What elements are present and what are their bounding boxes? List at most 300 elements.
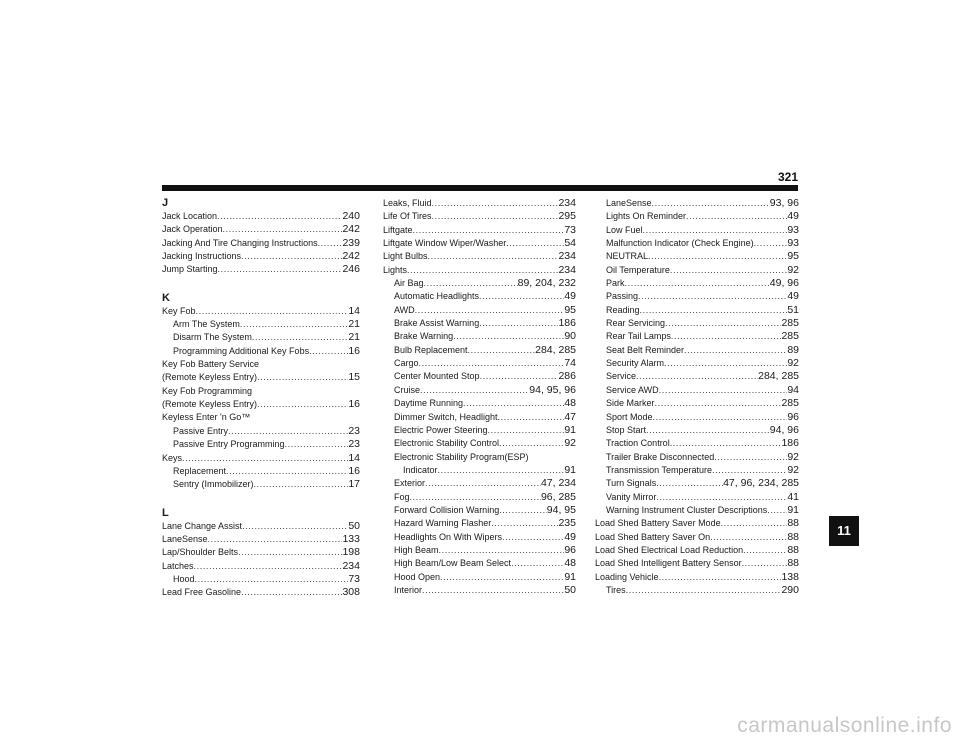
index-term: Automatic Headlights (394, 291, 480, 302)
index-entry[interactable] (595, 370, 799, 383)
index-page-refs[interactable]: 240 (342, 210, 360, 222)
dot-leader (252, 331, 348, 344)
index-entry[interactable] (595, 290, 799, 303)
dot-leader (511, 557, 564, 570)
index-page-refs[interactable]: 286 (558, 370, 576, 383)
dot-leader (488, 424, 565, 437)
dot-leader (671, 330, 782, 343)
dot-leader (440, 571, 564, 584)
dot-leader (499, 504, 547, 517)
index-page-refs[interactable]: 49 (787, 290, 799, 303)
index-entry[interactable] (383, 290, 576, 303)
index-page-refs[interactable]: 95 (787, 250, 799, 263)
index-entry[interactable] (383, 224, 576, 237)
index-page-refs[interactable]: 234 (558, 263, 576, 276)
dot-leader (643, 224, 788, 237)
dot-leader (684, 344, 787, 357)
index-entry[interactable] (383, 571, 576, 584)
index-entry[interactable] (383, 277, 576, 290)
index-page-refs[interactable]: 49 (787, 210, 799, 223)
dot-leader (742, 557, 788, 570)
index-letter-heading: K (162, 291, 170, 304)
dot-leader (419, 357, 565, 370)
index-entry[interactable] (595, 330, 799, 343)
index-page-refs[interactable]: 48 (564, 397, 576, 410)
index-term: Cargo (394, 358, 419, 369)
index-page-refs[interactable]: 93 (787, 223, 799, 236)
index-page-refs[interactable]: 47, 234 (540, 477, 576, 490)
index-term: Malfunction Indicator (Check Engine) (606, 238, 754, 249)
index-page-refs[interactable]: 285 (781, 330, 799, 343)
dot-leader (415, 304, 565, 317)
dot-leader (228, 425, 348, 438)
index-entry[interactable] (162, 520, 360, 533)
index-page-refs[interactable]: 186 (558, 317, 576, 330)
dot-leader (686, 210, 787, 223)
index-term: Life Of Tires (383, 211, 432, 222)
index-term: Rear Servicing (606, 318, 666, 329)
dot-leader (422, 584, 564, 597)
dot-leader (241, 250, 342, 263)
index-entry[interactable] (595, 411, 799, 424)
index-term: Forward Collision Warning (394, 504, 500, 515)
index-entry[interactable] (162, 250, 360, 263)
index-page-refs[interactable]: 290 (781, 583, 799, 596)
index-term: Liftgate Window Wiper/Washer (383, 238, 507, 249)
index-term: Jacking And Tire Changing Instructions (162, 237, 318, 248)
index-page-refs[interactable]: 49, 96 (769, 277, 799, 290)
index-term: AWD (394, 304, 415, 315)
index-entry[interactable] (383, 437, 576, 450)
index-entry[interactable] (383, 544, 576, 557)
index-entry[interactable] (162, 425, 360, 438)
index-page-refs[interactable]: 186 (781, 437, 799, 450)
dot-leader (626, 584, 782, 597)
index-entry[interactable] (595, 424, 799, 437)
index-page-refs[interactable]: 23 (348, 424, 360, 437)
index-page-refs[interactable]: 133 (342, 532, 360, 545)
dot-leader (636, 370, 758, 383)
index-column-2 (383, 197, 576, 597)
dot-leader (646, 424, 770, 437)
index-term: Trailer Brake Disconnected (606, 451, 715, 462)
index-page-refs[interactable]: 284, 285 (758, 370, 799, 383)
index-page-refs[interactable]: 54 (564, 237, 576, 250)
index-group (383, 197, 576, 597)
dot-leader (670, 264, 787, 277)
index-entry[interactable] (595, 250, 799, 263)
index-page-refs[interactable]: 47, 96, 234, 285 (723, 477, 799, 490)
dot-leader (194, 560, 343, 573)
index-term: Stop Start (606, 424, 647, 435)
dot-leader (463, 397, 564, 410)
index-entry[interactable] (162, 223, 360, 236)
index-term: Replacement (173, 465, 227, 476)
index-entry[interactable] (383, 557, 576, 570)
index-page-refs[interactable]: 41 (787, 490, 799, 503)
index-term: Cruise (394, 384, 421, 395)
index-page-refs[interactable]: 96 (564, 543, 576, 556)
index-term: Disarm The System (173, 332, 252, 343)
index-term: Lap/Shoulder Belts (162, 547, 239, 558)
index-page-refs[interactable]: 16 (348, 398, 360, 411)
index-page-refs[interactable]: 198 (342, 546, 360, 559)
index-entry[interactable] (383, 504, 576, 517)
dot-leader (479, 290, 564, 303)
index-page-refs[interactable]: 94, 95, 96 (529, 383, 576, 396)
index-page-refs[interactable]: 88 (787, 543, 799, 556)
index-term: Loading Vehicle (595, 571, 659, 582)
index-page-refs[interactable]: 94 (787, 383, 799, 396)
dot-leader (218, 263, 343, 276)
index-page-refs[interactable]: 51 (787, 303, 799, 316)
index-entry[interactable] (595, 277, 799, 290)
index-term: Reading (606, 304, 640, 315)
index-entry[interactable] (162, 533, 360, 546)
dot-leader (638, 290, 787, 303)
index-entry[interactable] (595, 397, 799, 410)
index-entry[interactable] (383, 370, 576, 383)
dot-leader (656, 491, 787, 504)
index-page-refs[interactable]: 50 (348, 519, 360, 532)
index-page-refs[interactable]: 93 (787, 237, 799, 250)
index-page-refs[interactable]: 17 (348, 478, 360, 491)
index-entry[interactable] (595, 531, 799, 544)
index-page-refs[interactable]: 235 (558, 517, 576, 530)
index-page-refs[interactable]: 88 (787, 530, 799, 543)
index-page-refs[interactable]: 94, 95 (546, 503, 576, 516)
index-term: Rear Tail Lamps (606, 331, 671, 342)
index-term: Bulb Replacement (394, 344, 468, 355)
index-page-refs[interactable]: 246 (342, 263, 360, 276)
index-term: Keys (162, 452, 183, 463)
index-entry[interactable] (383, 250, 576, 263)
index-entry[interactable] (595, 264, 799, 277)
index-term: Passing (606, 291, 639, 302)
index-entry[interactable] (595, 491, 799, 504)
index-entry[interactable] (595, 544, 799, 557)
index-entry[interactable] (162, 411, 360, 424)
index-term: Dimmer Switch, Headlight (394, 411, 498, 422)
index-entry[interactable] (595, 571, 799, 584)
index-term: Load Shed Intelligent Battery Sensor (595, 558, 742, 569)
index-term: Brake Warning (394, 331, 454, 342)
index-term: Exterior (394, 478, 426, 489)
index-entry[interactable] (162, 331, 360, 344)
index-page-refs[interactable]: 89 (787, 343, 799, 356)
index-term: Key Fob Battery Service (162, 359, 260, 370)
index-term: Load Shed Battery Saver Mode (595, 518, 721, 529)
index-page-refs[interactable]: 234 (558, 197, 576, 209)
index-entry[interactable] (162, 345, 360, 358)
dot-leader (502, 531, 564, 544)
index-group (162, 292, 360, 492)
index-entry[interactable] (162, 237, 360, 250)
chapter-tab[interactable]: 11 (829, 516, 859, 546)
dot-leader (767, 504, 787, 517)
index-term: Low Fuel (606, 224, 643, 235)
dot-leader (240, 318, 348, 331)
index-page-refs[interactable]: 92 (787, 463, 799, 476)
index-entry[interactable] (595, 584, 799, 597)
index-page-refs[interactable]: 96, 285 (540, 490, 576, 503)
index-entry[interactable] (383, 197, 576, 210)
index-term: Lights On Reminder (606, 211, 687, 222)
index-term: Hood Open (394, 571, 441, 582)
index-term: LaneSense (606, 198, 652, 208)
dot-leader (653, 411, 788, 424)
index-letter-heading: J (162, 197, 169, 209)
index-term: Electronic Stability Program(ESP) (394, 451, 529, 462)
dot-leader (223, 223, 343, 236)
index-page-refs[interactable]: 74 (564, 357, 576, 370)
index-page-refs[interactable]: 21 (348, 331, 360, 344)
index-group (162, 507, 360, 600)
index-term: Jack Location (162, 211, 218, 221)
index-term: Oil Temperature (606, 264, 670, 275)
index-entry[interactable] (383, 210, 576, 223)
index-entry[interactable] (383, 344, 576, 357)
dot-leader (499, 437, 564, 450)
index-entry[interactable] (383, 397, 576, 410)
index-page-refs[interactable]: 91 (787, 503, 799, 516)
index-letter-heading: L (162, 506, 169, 519)
index-page-refs[interactable]: 92 (787, 357, 799, 370)
index-page-refs[interactable]: 91 (564, 463, 576, 476)
index-entry[interactable] (595, 357, 799, 370)
index-term: Sentry (Immobilizer) (173, 479, 254, 490)
index-term: Brake Assist Warning (394, 318, 480, 329)
index-term: Service AWD (606, 384, 659, 395)
dot-leader (710, 531, 787, 544)
dot-leader (439, 544, 565, 557)
index-entry[interactable] (595, 477, 799, 490)
index-term: Security Alarm (606, 358, 665, 369)
index-term: Traction Control (606, 438, 670, 449)
index-term: Arm The System (173, 319, 240, 330)
index-entry[interactable] (383, 477, 576, 490)
dot-leader (656, 477, 723, 490)
index-entry[interactable] (383, 304, 576, 317)
index-page-refs[interactable]: 49 (564, 530, 576, 543)
index-entry[interactable] (383, 491, 576, 504)
dot-leader (506, 237, 564, 250)
index-entry[interactable] (595, 437, 799, 450)
index-entry[interactable] (162, 385, 360, 398)
index-page-refs[interactable]: 95 (564, 303, 576, 316)
index-term: Fog (394, 491, 410, 502)
dot-leader (498, 411, 565, 424)
index-entry[interactable] (383, 517, 576, 530)
dot-leader (208, 533, 343, 546)
index-entry[interactable] (383, 317, 576, 330)
index-entry[interactable] (595, 210, 799, 223)
dot-leader (238, 546, 342, 559)
index-entry[interactable] (595, 464, 799, 477)
index-page-refs[interactable]: 284, 285 (535, 343, 576, 356)
index-page-refs[interactable]: 91 (564, 570, 576, 583)
index-page-refs[interactable]: 138 (781, 570, 799, 583)
index-entry[interactable] (162, 478, 360, 491)
index-group (162, 197, 360, 277)
index-term: Interior (394, 584, 423, 595)
index-page-refs[interactable]: 94, 96 (769, 423, 799, 436)
index-page-refs[interactable]: 15 (348, 371, 360, 384)
index-page-refs[interactable]: 295 (558, 210, 576, 223)
index-entry[interactable] (162, 586, 360, 599)
index-entry[interactable] (162, 438, 360, 451)
dot-leader (714, 451, 787, 464)
index-entry[interactable] (383, 264, 576, 277)
index-page-refs[interactable]: 88 (787, 517, 799, 530)
index-term: Sport Mode (606, 411, 653, 422)
index-page-refs[interactable]: 21 (348, 318, 360, 331)
index-page-refs[interactable]: 239 (342, 236, 360, 249)
index-entry[interactable] (162, 358, 360, 371)
index-page-refs[interactable]: 16 (348, 464, 360, 477)
index-page-refs[interactable]: 234 (342, 559, 360, 572)
dot-leader (670, 437, 782, 450)
index-page-refs[interactable]: 14 (348, 304, 360, 317)
index-entry[interactable] (162, 452, 360, 465)
index-entry[interactable] (383, 237, 576, 250)
index-term: Key Fob Programming (162, 385, 253, 396)
index-term: Headlights On With Wipers (394, 531, 503, 542)
header-rule (162, 185, 798, 191)
index-term: High Beam/Low Beam Select (394, 558, 512, 569)
index-page-refs[interactable]: 14 (348, 451, 360, 464)
index-term: Transmission Temperature (606, 464, 713, 475)
index-entry[interactable] (595, 197, 799, 210)
index-entry[interactable] (595, 384, 799, 397)
index-term: (Remote Keyless Entry) (162, 399, 258, 410)
dot-leader (410, 491, 541, 504)
index-entry[interactable] (383, 411, 576, 424)
index-page-refs[interactable]: 242 (342, 250, 360, 263)
dot-leader (468, 344, 536, 357)
index-term: Lights (383, 264, 408, 275)
index-page-refs[interactable]: 73 (564, 223, 576, 236)
dot-leader (659, 571, 782, 584)
index-term: Hood (173, 573, 195, 584)
index-page-refs[interactable]: 73 (348, 572, 360, 585)
index-page-refs[interactable]: 89, 204, 232 (517, 277, 576, 290)
index-entry[interactable] (162, 465, 360, 478)
index-entry[interactable] (383, 384, 576, 397)
index-entry[interactable] (383, 464, 576, 477)
index-term: Light Bulbs (383, 251, 428, 262)
index-page-refs[interactable]: 49 (564, 290, 576, 303)
index-page-refs[interactable]: 308 (342, 586, 360, 599)
index-entry[interactable] (383, 357, 576, 370)
index-entry[interactable] (162, 371, 360, 384)
index-term: Liftgate (383, 224, 413, 235)
index-entry[interactable] (162, 398, 360, 411)
index-page-refs[interactable]: 92 (787, 450, 799, 463)
index-term: Jack Operation (162, 224, 223, 235)
index-entry[interactable] (383, 531, 576, 544)
index-term: Load Shed Electrical Load Reduction (595, 544, 744, 555)
index-entry[interactable] (162, 318, 360, 331)
dot-leader (407, 264, 558, 277)
index-page-refs[interactable]: 47 (564, 410, 576, 423)
index-entry[interactable] (162, 560, 360, 573)
index-term: LaneSense (162, 533, 208, 544)
index-entry[interactable] (162, 263, 360, 276)
dot-leader (257, 371, 348, 384)
index-entry[interactable] (595, 317, 799, 330)
index-entry[interactable] (595, 344, 799, 357)
index-page-refs[interactable]: 242 (342, 223, 360, 236)
index-page-refs[interactable]: 96 (787, 410, 799, 423)
index-page-refs[interactable]: 91 (564, 423, 576, 436)
index-entry[interactable] (383, 424, 576, 437)
dot-leader (428, 250, 559, 263)
index-page-refs[interactable]: 16 (348, 344, 360, 357)
index-term: High Beam (394, 544, 439, 555)
index-entry[interactable] (595, 237, 799, 250)
index-page-refs[interactable]: 50 (564, 583, 576, 596)
index-page-refs[interactable]: 88 (787, 557, 799, 570)
index-term: NEUTRAL (606, 251, 649, 262)
index-page-refs[interactable]: 93, 96 (769, 197, 799, 209)
dot-leader (285, 438, 349, 451)
index-entry[interactable] (383, 584, 576, 597)
index-page-refs[interactable]: 234 (558, 250, 576, 263)
index-entry[interactable] (383, 330, 576, 343)
index-entry[interactable] (595, 504, 799, 517)
dot-leader (438, 464, 565, 477)
index-page-refs[interactable]: 92 (787, 263, 799, 276)
dot-leader (743, 544, 787, 557)
dot-leader (655, 397, 782, 410)
index-term: Service (606, 371, 637, 382)
index-page-refs[interactable]: 48 (564, 557, 576, 570)
index-entry[interactable] (383, 451, 576, 464)
index-term: Air Bag (394, 278, 424, 289)
index-entry[interactable] (162, 546, 360, 559)
dot-leader (424, 277, 518, 290)
dot-leader (664, 357, 787, 370)
index-entry[interactable] (595, 517, 799, 530)
index-term: Lane Change Assist (162, 520, 243, 531)
index-term: Turn Signals (606, 478, 657, 489)
index-term: Side Marker (606, 398, 655, 409)
dot-leader (640, 304, 788, 317)
index-entry[interactable] (595, 451, 799, 464)
index-term: Jump Starting (162, 264, 218, 275)
dot-leader (453, 330, 564, 343)
index-term: Electric Power Steering (394, 424, 488, 435)
index-entry[interactable] (595, 304, 799, 317)
index-page-refs[interactable]: 285 (781, 317, 799, 330)
index-group (595, 197, 799, 597)
index-page-refs[interactable]: 92 (564, 437, 576, 450)
index-page-refs[interactable]: 90 (564, 330, 576, 343)
dot-leader (479, 317, 558, 330)
index-entry[interactable] (162, 573, 360, 586)
dot-leader (754, 237, 788, 250)
index-entry[interactable] (162, 210, 360, 223)
index-term: Electronic Stability Control (394, 438, 500, 449)
dot-leader (241, 586, 342, 599)
index-entry[interactable] (595, 224, 799, 237)
index-page-refs[interactable]: 285 (781, 397, 799, 410)
index-term: Center Mounted Stop (394, 371, 480, 382)
index-page-refs[interactable]: 23 (348, 438, 360, 451)
index-entry[interactable] (595, 557, 799, 570)
index-entry[interactable] (162, 305, 360, 318)
